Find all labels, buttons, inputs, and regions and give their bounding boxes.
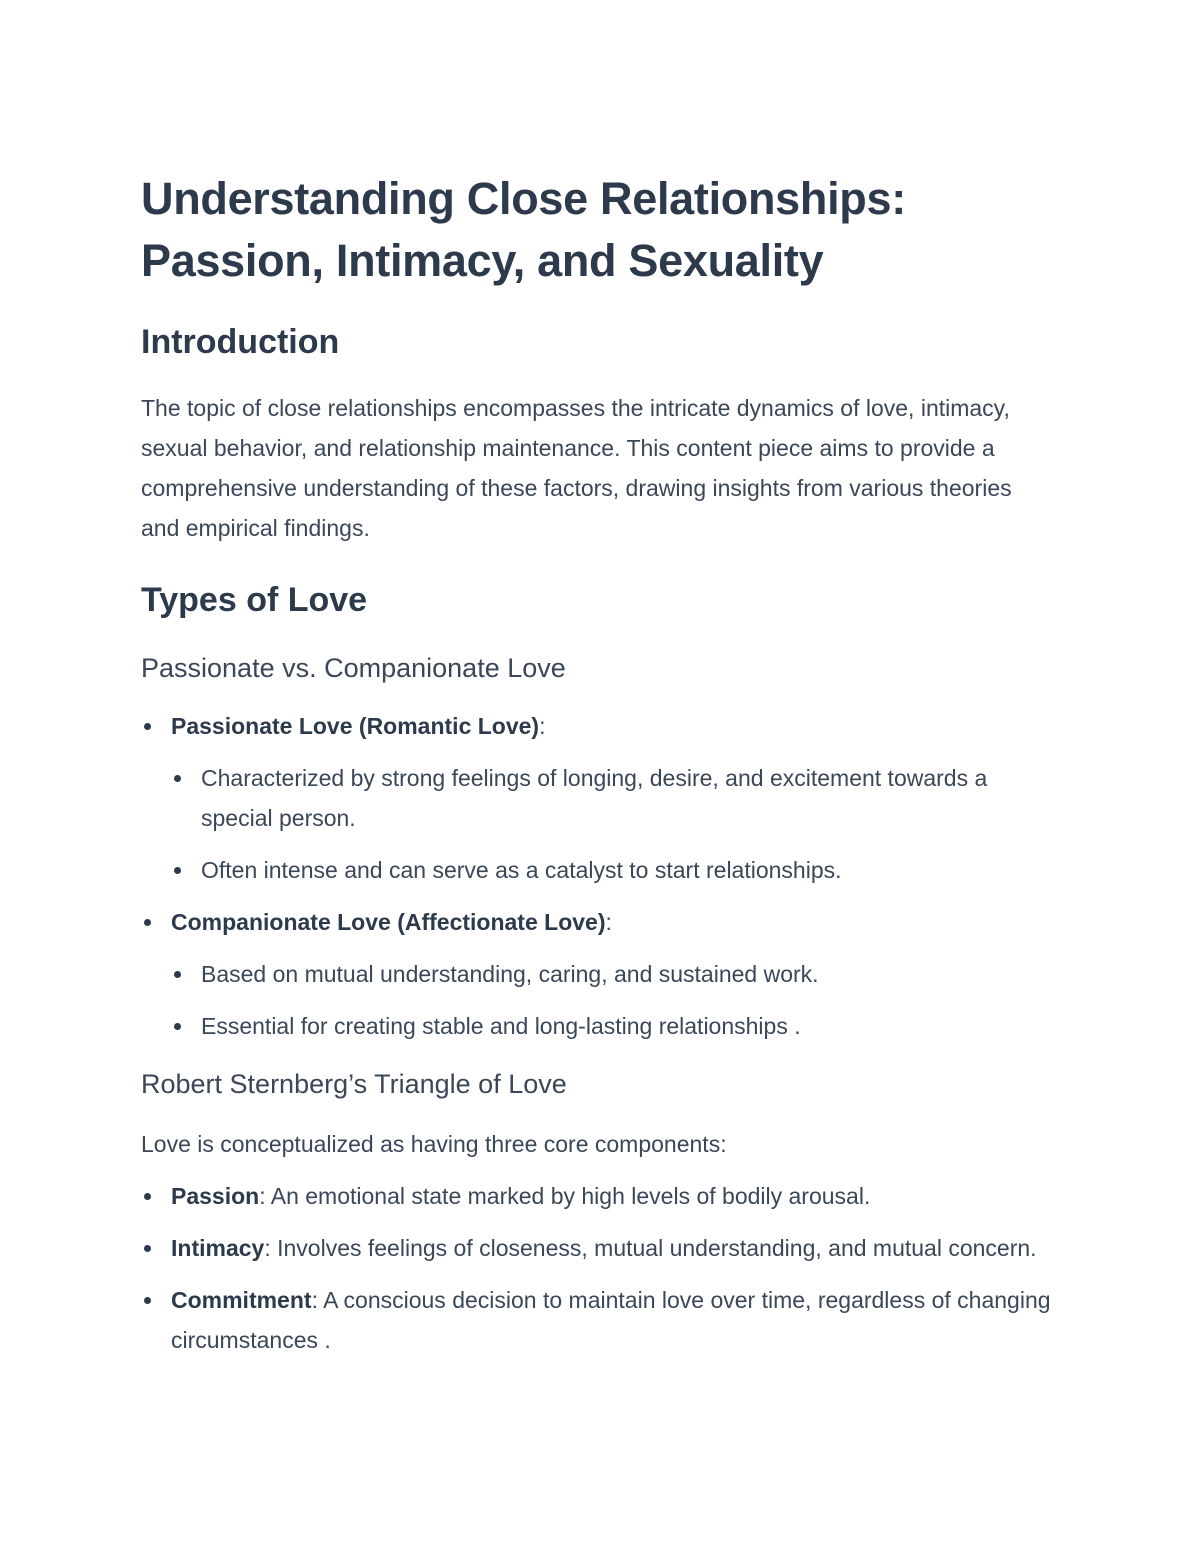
companionate-love-sublist — [171, 954, 1061, 1046]
passionate-love-colon: : — [539, 713, 546, 739]
list-item — [171, 1006, 1061, 1046]
types-of-love-heading: Types of Love — [141, 581, 368, 619]
commitment-term: Commitment — [171, 1287, 312, 1313]
list-item — [171, 850, 1061, 890]
introduction-heading: Introduction — [141, 323, 340, 361]
passionate-love-label: Passionate Love (Romantic Love) — [171, 713, 540, 739]
sternberg-components-list — [141, 1176, 1061, 1360]
title-line-1: Understanding Close Relationships: — [141, 173, 906, 224]
passionate-love-sublist — [171, 758, 1061, 890]
sternberg-heading: Robert Sternberg’s Triangle of Love — [141, 1069, 567, 1099]
bullet-icon — [144, 919, 151, 926]
bullet-icon — [174, 867, 181, 874]
list-item-text: Often intense and can serve as a catalyst to start relationships. — [201, 857, 842, 883]
list-item-passionate-love — [141, 706, 1061, 890]
bullet-icon — [174, 775, 181, 782]
love-types-list — [141, 706, 1061, 1046]
list-item-commitment — [141, 1280, 1061, 1360]
intimacy-term: Intimacy — [171, 1235, 265, 1261]
list-item-text: Based on mutual understanding, caring, and sustained work. — [201, 961, 819, 987]
companionate-love-label: Companionate Love (Affectionate Love) — [171, 909, 606, 935]
passionate-vs-companionate-heading: Passionate vs. Companionate Love — [141, 653, 566, 683]
list-item-text: Characterized by strong feelings of longing, desire, and excitement towards a special person. — [201, 765, 988, 831]
list-item-companionate-love — [141, 902, 1061, 1046]
commitment-text: : A conscious decision to maintain love over time, regardless of changing circumstances . — [171, 1287, 1051, 1353]
list-item-text: Essential for creating stable and long-lasting relationships . — [201, 1013, 801, 1039]
companionate-love-colon: : — [605, 909, 612, 935]
list-item-intimacy — [141, 1228, 1061, 1268]
introduction-paragraph: The topic of close relationships encompasses the intricate dynamics of love, intimacy, sexual behavior, and relationship maintenance. This content piece aims to provide a comprehensive understanding of these factors, drawing insights from various theories and empirical findings. — [141, 395, 1012, 541]
document-page — [141, 168, 1061, 1360]
list-item — [171, 758, 1061, 838]
passion-text: : An emotional state marked by high levels of bodily arousal. — [259, 1183, 871, 1209]
sternberg-lead: Love is conceptualized as having three core components: — [141, 1131, 727, 1157]
bullet-icon — [174, 1023, 181, 1030]
document-title — [141, 168, 1061, 292]
bullet-icon — [144, 1297, 151, 1304]
list-item — [171, 954, 1061, 994]
title-line-2: Passion, Intimacy, and Sexuality — [141, 235, 824, 286]
intimacy-text: : Involves feelings of closeness, mutual understanding, and mutual concern. — [264, 1235, 1037, 1261]
bullet-icon — [144, 1193, 151, 1200]
bullet-icon — [144, 1245, 151, 1252]
passion-term: Passion — [171, 1183, 260, 1209]
bullet-icon — [174, 971, 181, 978]
bullet-icon — [144, 723, 151, 730]
list-item-passion — [141, 1176, 1061, 1216]
